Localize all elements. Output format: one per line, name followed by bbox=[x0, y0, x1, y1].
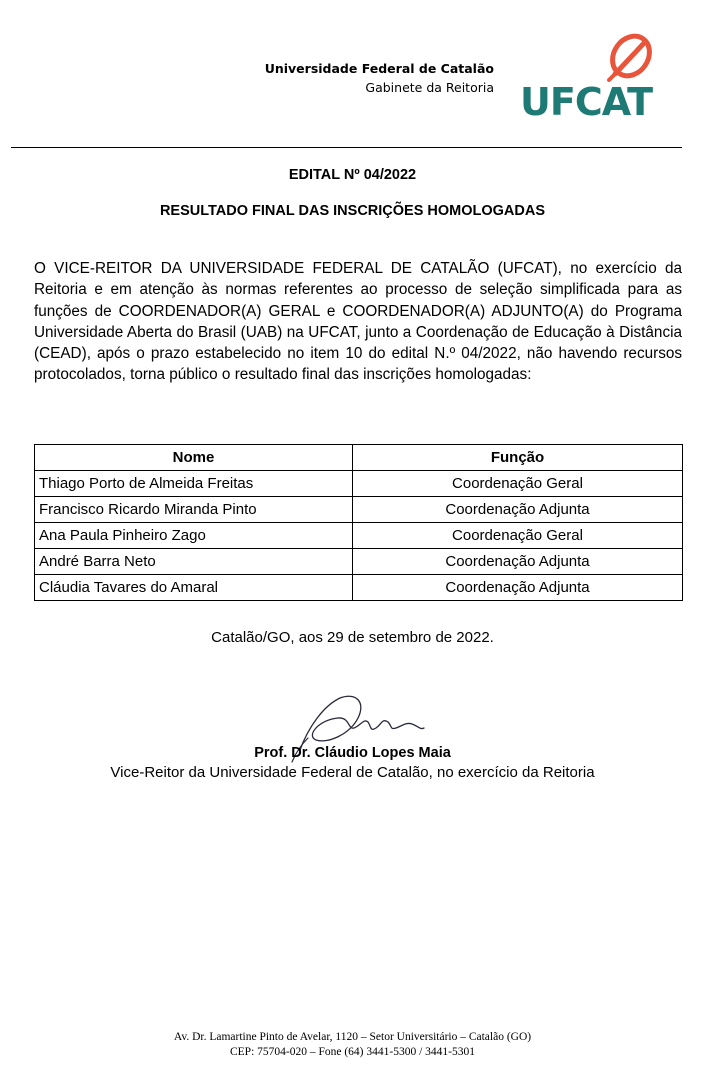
table-row bbox=[35, 497, 683, 523]
signer-name: Prof. Dr. Cláudio Lopes Maia bbox=[254, 745, 451, 761]
cell-function: Coordenação Geral bbox=[353, 471, 683, 497]
cell-function: Coordenação Geral bbox=[353, 523, 683, 549]
letterhead-text bbox=[265, 59, 494, 97]
cell-function: Coordenação Adjunta bbox=[353, 549, 683, 575]
table-row bbox=[35, 549, 683, 575]
footer-address: Av. Dr. Lamartine Pinto de Avelar, 1120 – Setor Universitário – Catalão (GO) bbox=[173, 1031, 532, 1043]
cell-name: André Barra Neto bbox=[35, 549, 353, 575]
place-and-date: Catalão/GO, aos 29 de setembro de 2022. bbox=[211, 629, 494, 646]
office-name: Gabinete da Reitoria bbox=[365, 80, 494, 95]
header-divider bbox=[11, 147, 682, 148]
column-header-name: Nome bbox=[35, 445, 353, 471]
university-name: Universidade Federal de Catalão bbox=[264, 61, 494, 76]
ufcat-logo bbox=[517, 30, 667, 126]
document-subtitle: RESULTADO FINAL DAS INSCRIÇÕES HOMOLOGADAS bbox=[159, 203, 546, 219]
cell-name: Ana Paula Pinheiro Zago bbox=[35, 523, 353, 549]
column-header-function: Função bbox=[353, 445, 683, 471]
intro-paragraph: O VICE-REITOR DA UNIVERSIDADE FEDERAL DE CATALÃO (UFCAT), no exercício da Reitoria e em atenção às normas referentes ao processo de seleção simplificada para as funções de COORDENADOR(A) GERAL e COORDENADOR(A) ADJUNTO(A) do Programa Universidade Aberta do Brasil (UAB) na UFCAT, junto a Coordenação de Educação à Distância (CEAD), após o prazo estabelecido no item 10 do edital N.º 04/2022, não havendo recursos protocolados, torna público o resultado final das inscrições homologadas: bbox=[34, 260, 682, 384]
table-row bbox=[35, 523, 683, 549]
page-footer bbox=[0, 1030, 705, 1060]
signer-role: Vice-Reitor da Universidade Federal de Catalão, no exercício da Reitoria bbox=[110, 764, 595, 781]
document-title: EDITAL Nº 04/2022 bbox=[288, 167, 417, 183]
results-table bbox=[34, 444, 683, 601]
cell-function: Coordenação Adjunta bbox=[353, 497, 683, 523]
cell-name: Cláudia Tavares do Amaral bbox=[35, 575, 353, 601]
table-row bbox=[35, 575, 683, 601]
cell-name: Francisco Ricardo Miranda Pinto bbox=[35, 497, 353, 523]
footer-contact: CEP: 75704-020 – Fone (64) 3441-5300 / 3441-5301 bbox=[229, 1046, 475, 1058]
table-header-row bbox=[35, 445, 683, 471]
table-row bbox=[35, 471, 683, 497]
cell-name: Thiago Porto de Almeida Freitas bbox=[35, 471, 353, 497]
logo-wordmark: UFCAT bbox=[520, 80, 653, 124]
cell-function: Coordenação Adjunta bbox=[353, 575, 683, 601]
